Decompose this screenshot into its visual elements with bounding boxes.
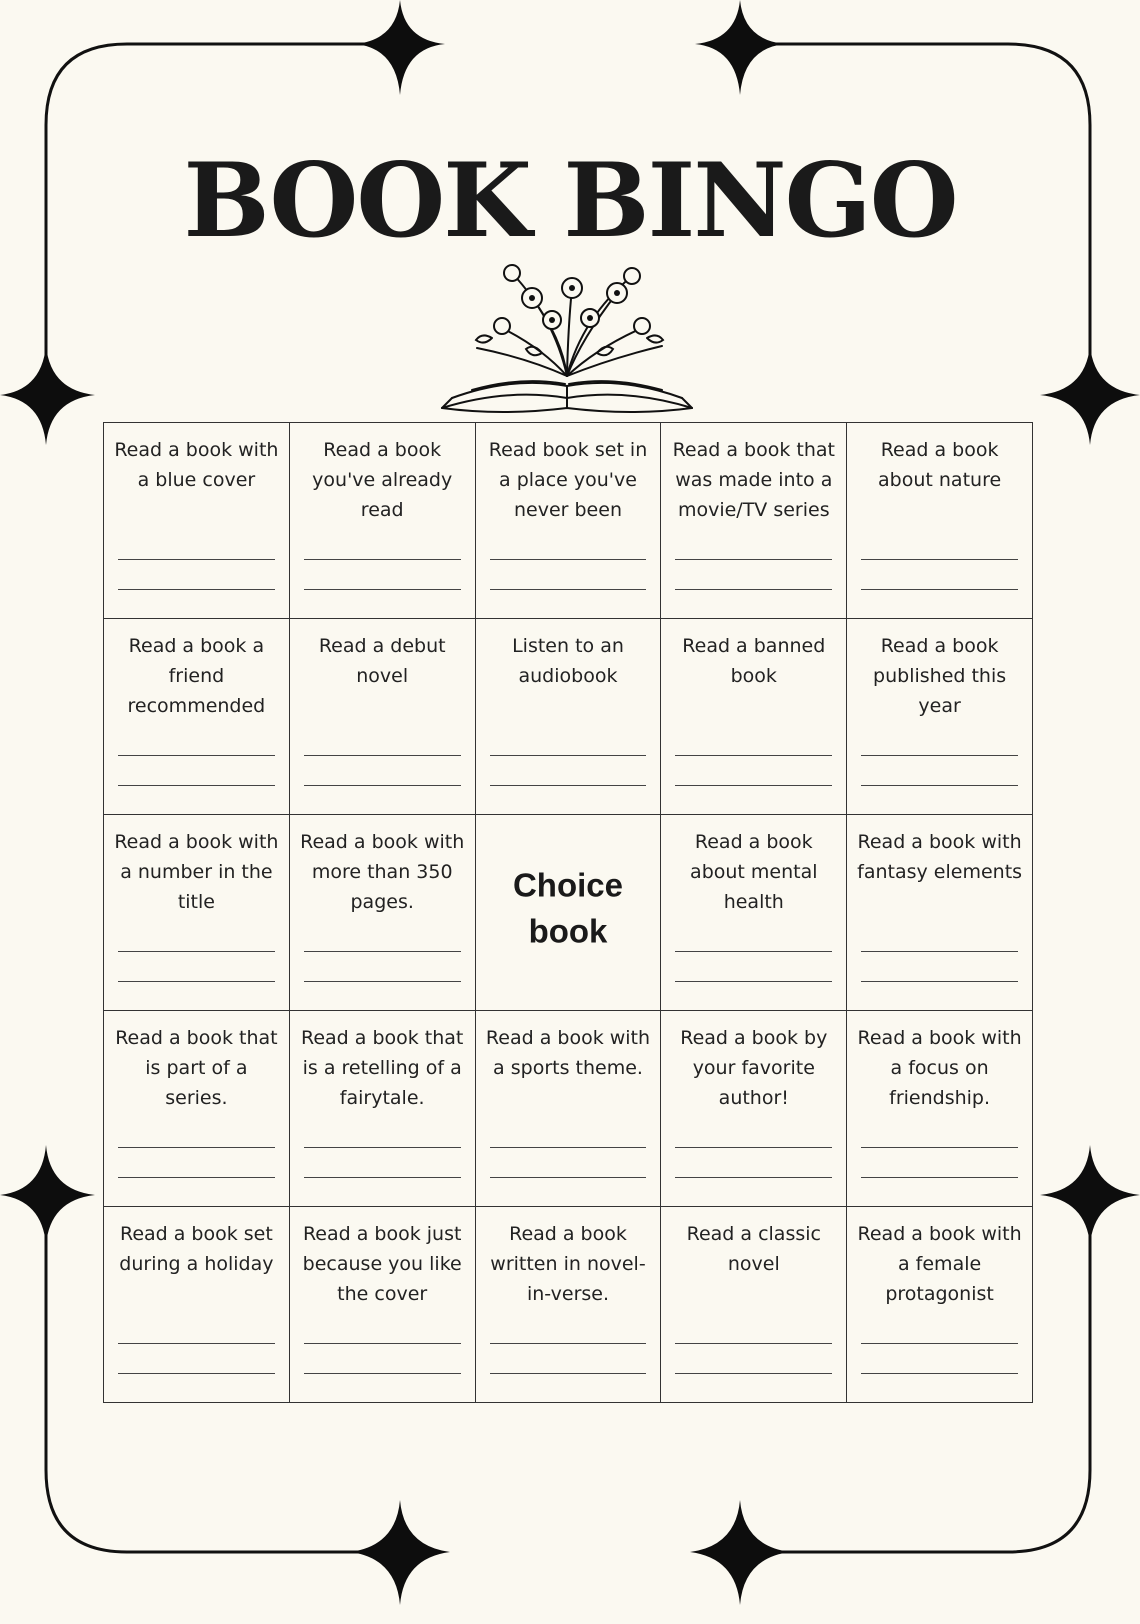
write-in-line[interactable] bbox=[118, 755, 275, 756]
star-top-left-icon bbox=[355, 0, 445, 95]
write-in-line[interactable] bbox=[675, 951, 832, 952]
write-in-line[interactable] bbox=[490, 1147, 647, 1148]
write-in-line[interactable] bbox=[118, 981, 275, 982]
bingo-square-label: Read a book with more than 350 pages. bbox=[300, 831, 465, 913]
bingo-square-label: Listen to an audiobook bbox=[512, 635, 624, 687]
bingo-square-label: Read a book with fantasy elements bbox=[857, 831, 1023, 883]
write-in-line[interactable] bbox=[304, 1147, 461, 1148]
open-book-flowers-icon bbox=[432, 258, 702, 418]
write-in-line[interactable] bbox=[861, 1373, 1018, 1374]
write-in-line[interactable] bbox=[118, 1343, 275, 1344]
write-in-line[interactable] bbox=[861, 785, 1018, 786]
write-in-line[interactable] bbox=[304, 1177, 461, 1178]
write-in-line[interactable] bbox=[861, 589, 1018, 590]
star-right-upper-icon bbox=[1040, 345, 1140, 445]
write-in-line[interactable] bbox=[861, 951, 1018, 952]
bingo-square-label: Read a book that is part of a series. bbox=[115, 1027, 278, 1109]
write-in-line[interactable] bbox=[490, 755, 647, 756]
bingo-square[interactable] bbox=[847, 815, 1033, 1011]
write-in-line[interactable] bbox=[675, 785, 832, 786]
bingo-grid bbox=[103, 422, 1033, 1403]
bingo-square-label: Read a book with a number in the title bbox=[114, 831, 279, 913]
write-in-line[interactable] bbox=[675, 1373, 832, 1374]
bingo-square[interactable] bbox=[475, 1011, 661, 1207]
bingo-square[interactable] bbox=[661, 1207, 847, 1403]
write-in-line[interactable] bbox=[490, 1373, 647, 1374]
write-in-line[interactable] bbox=[490, 589, 647, 590]
write-in-line[interactable] bbox=[861, 1343, 1018, 1344]
bingo-square[interactable] bbox=[847, 1207, 1033, 1403]
bingo-square[interactable] bbox=[475, 423, 661, 619]
star-left-lower-icon bbox=[0, 1145, 95, 1245]
bingo-row bbox=[104, 423, 1033, 619]
write-in-line[interactable] bbox=[118, 559, 275, 560]
bingo-square-label: Read a book about mental health bbox=[690, 831, 818, 913]
write-in-line[interactable] bbox=[861, 981, 1018, 982]
write-in-line[interactable] bbox=[118, 589, 275, 590]
write-in-line[interactable] bbox=[675, 589, 832, 590]
bingo-square-label: Read a book just because you like the cover bbox=[302, 1223, 462, 1305]
bingo-square[interactable] bbox=[289, 423, 475, 619]
bingo-square-label: Read a book with a blue cover bbox=[114, 439, 279, 491]
bingo-square[interactable] bbox=[475, 619, 661, 815]
bingo-square[interactable] bbox=[661, 815, 847, 1011]
write-in-line[interactable] bbox=[304, 1373, 461, 1374]
write-in-line[interactable] bbox=[304, 559, 461, 560]
bingo-square-label: Read a banned book bbox=[682, 635, 826, 687]
bingo-square-label: Read a book that was made into a movie/TV series bbox=[672, 439, 835, 521]
write-in-line[interactable] bbox=[861, 1177, 1018, 1178]
bingo-square-label: Read a book about nature bbox=[878, 439, 1002, 491]
star-bottom-right-icon bbox=[690, 1500, 790, 1605]
bingo-square[interactable] bbox=[104, 423, 290, 619]
write-in-line[interactable] bbox=[490, 1177, 647, 1178]
bingo-square[interactable] bbox=[847, 1011, 1033, 1207]
write-in-line[interactable] bbox=[118, 1373, 275, 1374]
write-in-line[interactable] bbox=[490, 559, 647, 560]
bingo-square[interactable] bbox=[104, 1207, 290, 1403]
write-in-line[interactable] bbox=[304, 981, 461, 982]
bingo-square[interactable] bbox=[289, 619, 475, 815]
star-bottom-left-icon bbox=[350, 1500, 450, 1605]
free-space-square[interactable] bbox=[475, 815, 661, 1011]
bingo-square-label: Read a book you've already read bbox=[312, 439, 453, 521]
write-in-line[interactable] bbox=[675, 559, 832, 560]
write-in-line[interactable] bbox=[118, 1147, 275, 1148]
write-in-line[interactable] bbox=[304, 1343, 461, 1344]
bingo-square-label: Read a book that is a retelling of a fairytale. bbox=[300, 1027, 464, 1109]
bingo-square[interactable] bbox=[661, 423, 847, 619]
write-in-line[interactable] bbox=[675, 981, 832, 982]
bingo-square-label: Read a book with a female protagonist bbox=[857, 1223, 1022, 1305]
bingo-square[interactable] bbox=[104, 1011, 290, 1207]
free-space-label: Choice book bbox=[512, 865, 623, 949]
write-in-line[interactable] bbox=[304, 951, 461, 952]
write-in-line[interactable] bbox=[675, 1147, 832, 1148]
write-in-line[interactable] bbox=[861, 755, 1018, 756]
write-in-line[interactable] bbox=[675, 1343, 832, 1344]
write-in-line[interactable] bbox=[861, 1147, 1018, 1148]
bingo-square-label: Read a book published this year bbox=[873, 635, 1007, 717]
page-title: BOOK BINGO bbox=[183, 141, 957, 261]
star-left-upper-icon bbox=[0, 345, 95, 445]
bingo-square[interactable] bbox=[661, 1011, 847, 1207]
bingo-square[interactable] bbox=[104, 619, 290, 815]
bingo-row bbox=[104, 1207, 1033, 1403]
bingo-square[interactable] bbox=[475, 1207, 661, 1403]
bingo-square[interactable] bbox=[289, 1207, 475, 1403]
write-in-line[interactable] bbox=[861, 559, 1018, 560]
bingo-square-label: Read a classic novel bbox=[686, 1223, 821, 1275]
bingo-square-label: Read a book written in novel-in-verse. bbox=[490, 1223, 646, 1305]
star-top-right-icon bbox=[695, 0, 785, 95]
write-in-line[interactable] bbox=[118, 1177, 275, 1178]
write-in-line[interactable] bbox=[118, 785, 275, 786]
bingo-square[interactable] bbox=[289, 1011, 475, 1207]
write-in-line[interactable] bbox=[118, 951, 275, 952]
bingo-square[interactable] bbox=[289, 815, 475, 1011]
bingo-square-label: Read a book by your favorite author! bbox=[680, 1027, 828, 1109]
bingo-square[interactable] bbox=[847, 423, 1033, 619]
bingo-square-label: Read a debut novel bbox=[318, 635, 446, 687]
bingo-square-label: Read a book with a focus on friendship. bbox=[857, 1027, 1022, 1109]
bingo-square[interactable] bbox=[661, 619, 847, 815]
bingo-square[interactable] bbox=[847, 619, 1033, 815]
write-in-line[interactable] bbox=[490, 785, 647, 786]
write-in-line[interactable] bbox=[675, 1177, 832, 1178]
bingo-square-label: Read a book set during a holiday bbox=[119, 1223, 274, 1275]
bingo-square-label: Read a book with a sports theme. bbox=[485, 1027, 651, 1079]
write-in-line[interactable] bbox=[490, 1343, 647, 1344]
star-right-lower-icon bbox=[1040, 1145, 1140, 1245]
write-in-line[interactable] bbox=[304, 589, 461, 590]
bingo-square-label: Read book set in a place you've never been bbox=[488, 439, 648, 521]
write-in-line[interactable] bbox=[304, 785, 461, 786]
bingo-square-label: Read a book a friend recommended bbox=[127, 635, 266, 717]
write-in-line[interactable] bbox=[304, 755, 461, 756]
write-in-line[interactable] bbox=[675, 755, 832, 756]
bingo-row bbox=[104, 619, 1033, 815]
bingo-row bbox=[104, 1011, 1033, 1207]
bingo-row bbox=[104, 815, 1033, 1011]
bingo-square[interactable] bbox=[104, 815, 290, 1011]
